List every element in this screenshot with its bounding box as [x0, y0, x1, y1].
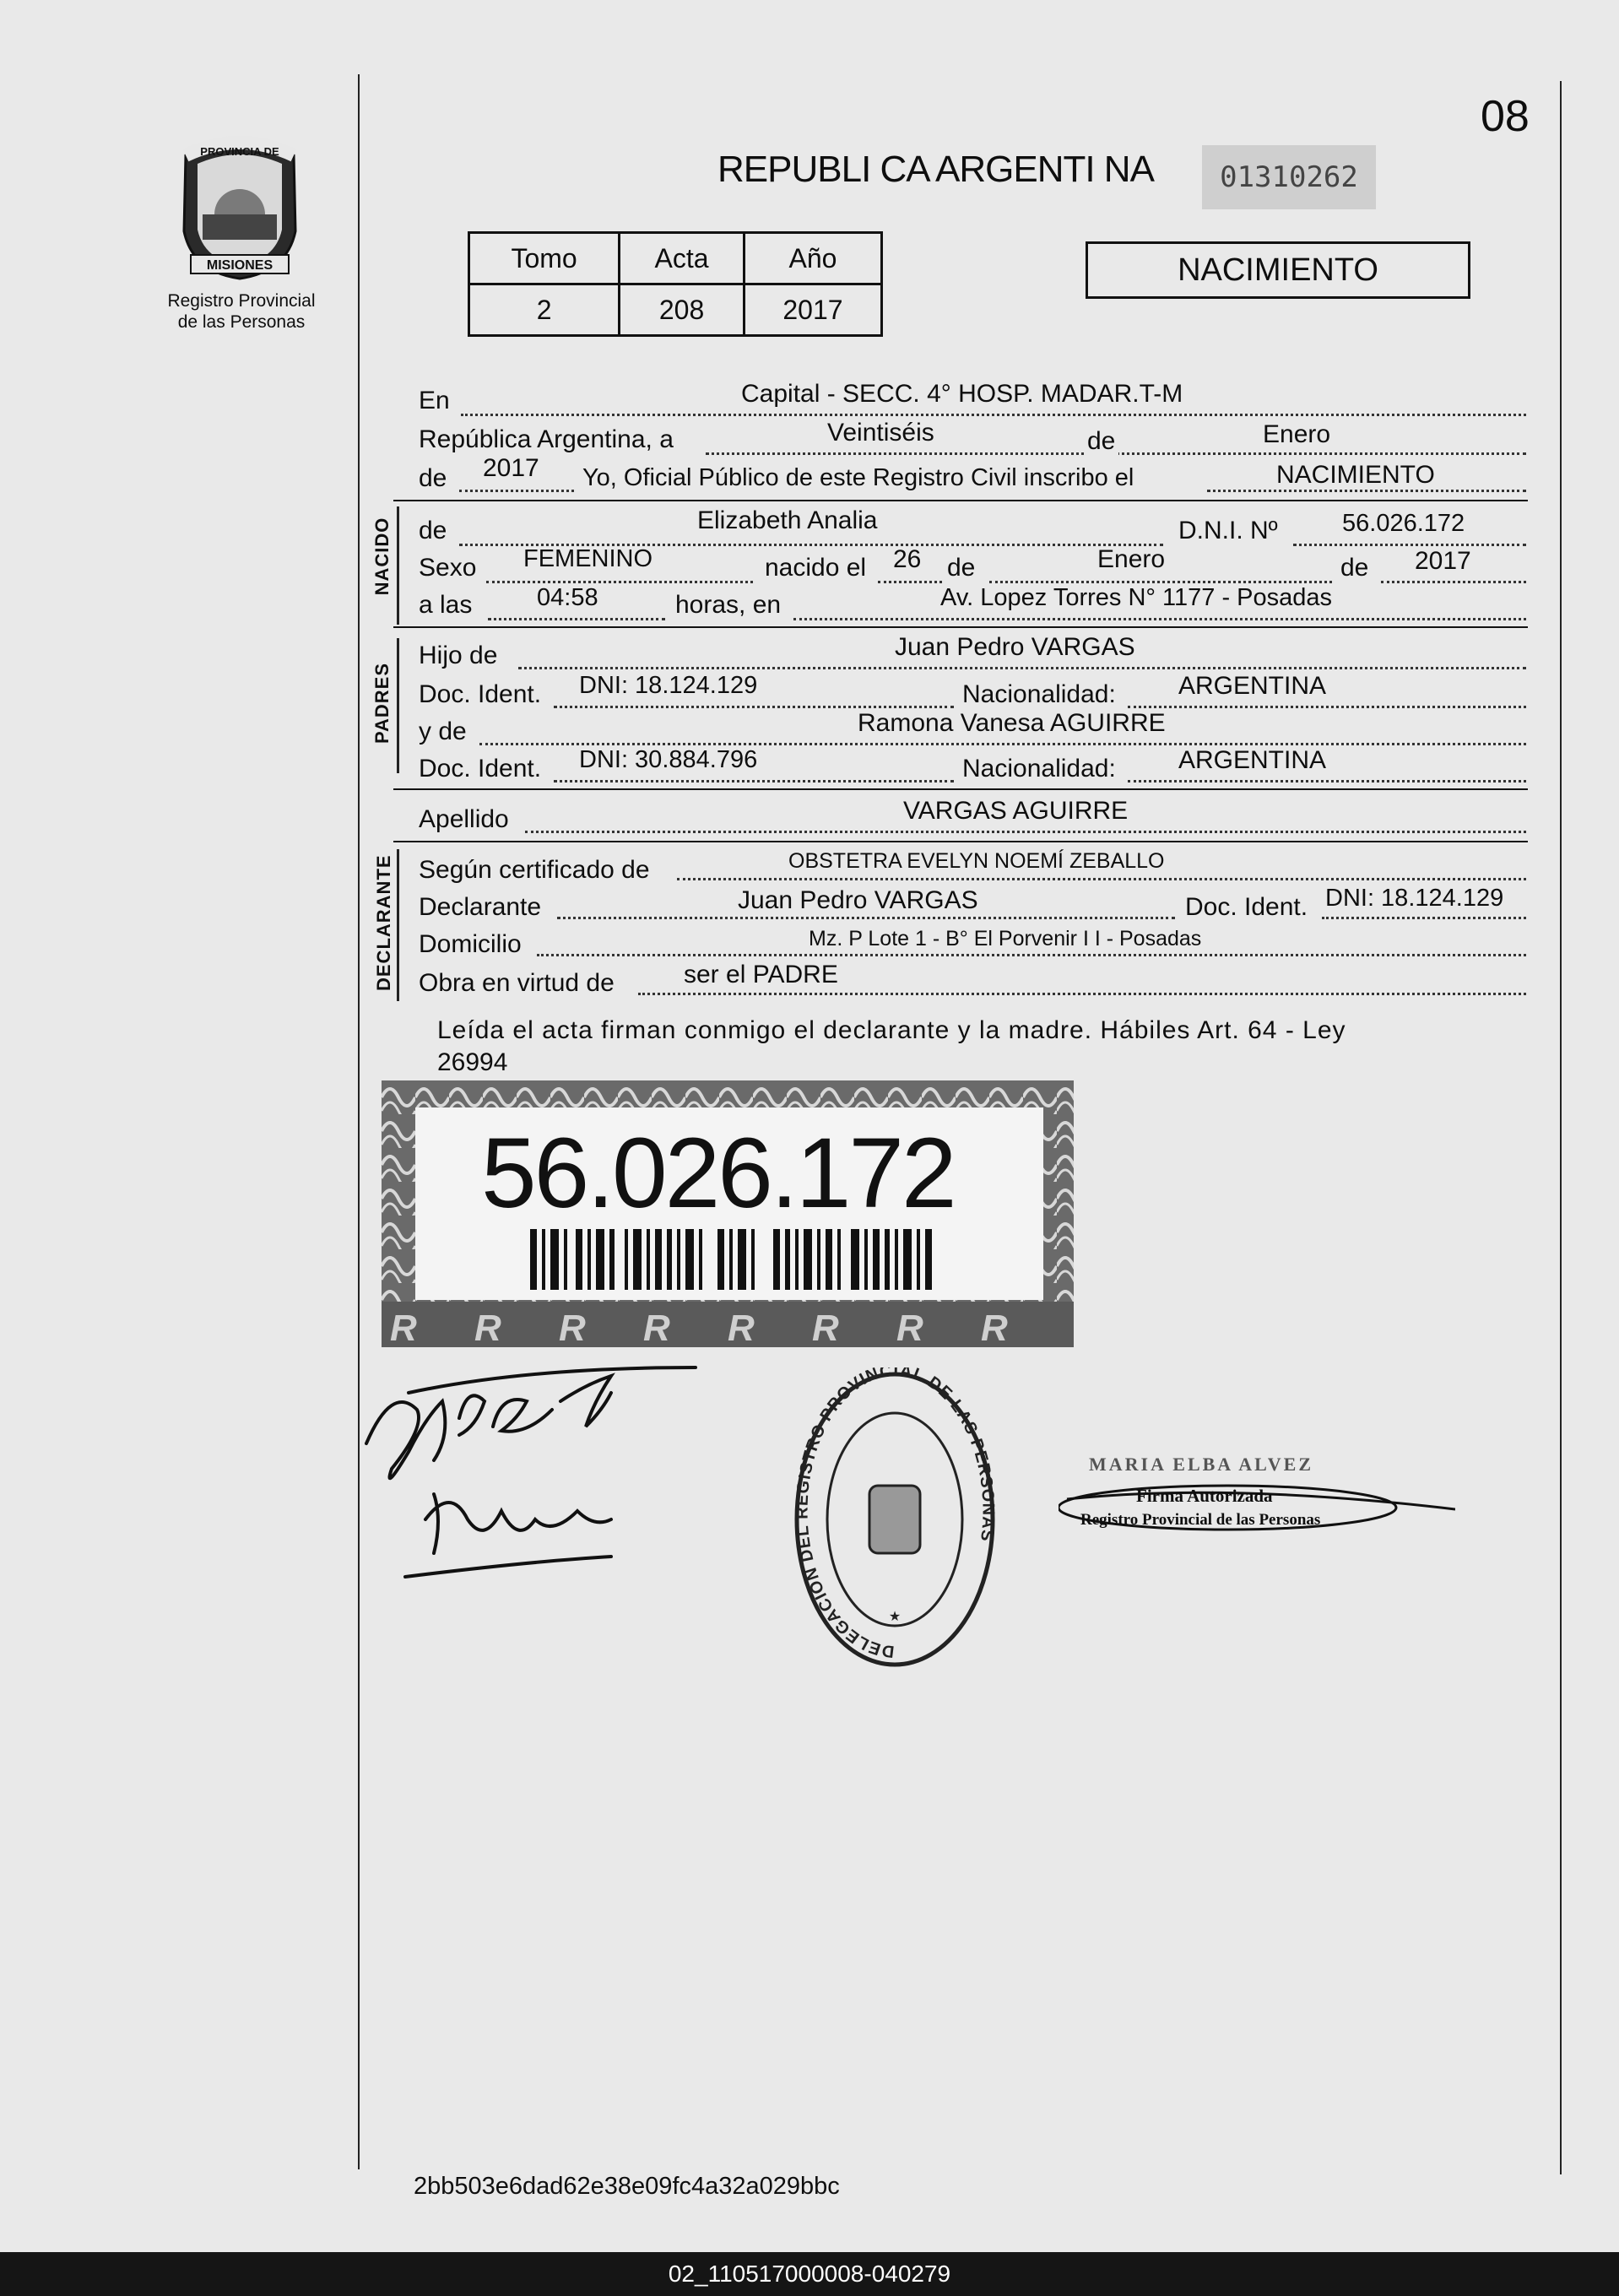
table-cell: 2: [469, 284, 620, 336]
mother-value: Ramona Vanesa AGUIRRE: [858, 709, 1166, 737]
birth-place-dots: [793, 618, 1526, 620]
obra-label: Obra en virtud de: [419, 969, 615, 997]
authorized-signer-line2: Registro Provincial de las Personas: [1080, 1511, 1321, 1529]
svg-text:R: R: [981, 1308, 1008, 1347]
certificado-value: OBSTETRA EVELYN NOEMÍ ZEBALLO: [788, 849, 1165, 873]
official-seal: [793, 1367, 996, 1671]
declarante-doc-dots: [1322, 917, 1526, 919]
en-dots: [461, 414, 1526, 416]
svg-text:PROVINCIA DE: PROVINCIA DE: [200, 145, 279, 158]
serial-number-badge: 01310262: [1202, 145, 1376, 209]
father-dots: [518, 667, 1526, 669]
y-de-label: y de: [419, 718, 467, 745]
section-divider: [393, 626, 1528, 628]
handwritten-signature-icon: [358, 1351, 704, 1578]
hijo-de-label: Hijo de: [419, 642, 498, 669]
year-value: 2017: [483, 454, 539, 482]
nacido-de-label: de: [419, 517, 447, 544]
declarante-section-label: DECLARANTE: [373, 854, 394, 991]
svg-text:R: R: [728, 1308, 755, 1347]
authorized-signer-line1: Firma Autorizada: [1136, 1486, 1273, 1506]
mother-dots: [479, 743, 1526, 745]
father-value: Juan Pedro VARGAS: [895, 633, 1135, 661]
nacido-year-value: 2017: [1415, 547, 1471, 575]
page-title: REPUBLI CA ARGENTI NA: [717, 149, 1154, 190]
padres-bracket: [397, 638, 399, 773]
mother-nac-dots: [1128, 780, 1526, 782]
emblem-icon: [169, 130, 311, 282]
table-cell: 208: [620, 284, 745, 336]
registry-caption-line1: Registro Provincial: [167, 291, 316, 311]
page-number: 08: [1481, 92, 1530, 141]
tomo-acta-anio-table: [468, 231, 883, 337]
authorized-signer-name: MARIA ELBA ALVEZ: [1089, 1454, 1314, 1475]
sticker-dni-number: 56.026.172: [481, 1118, 955, 1229]
mother-nac-label: Nacionalidad:: [962, 755, 1116, 782]
footer-code: 02_110517000008-040279: [668, 2261, 951, 2287]
padres-section-label: PADRES: [371, 662, 393, 745]
nacido-day-dots: [878, 581, 942, 583]
en-label: En: [419, 387, 450, 414]
father-doc-label: Doc. Ident.: [419, 680, 542, 708]
time-value: 04:58: [537, 584, 598, 611]
sexo-label: Sexo: [419, 554, 477, 582]
inscribo-value: NACIMIENTO: [1276, 461, 1435, 489]
domicilio-dots: [537, 954, 1526, 956]
document-hash: 2bb503e6dad62e38e09fc4a32a029bbc: [414, 2173, 840, 2200]
year-dots: [459, 490, 574, 492]
nacido-el-label: nacido el: [765, 554, 867, 582]
dni-label: D.N.I. Nº: [1178, 517, 1278, 544]
closing-text-line2: 26994: [437, 1048, 508, 1076]
barcode: [530, 1229, 935, 1290]
declarante-value: Juan Pedro VARGAS: [738, 886, 978, 914]
nacido-month-dots: [989, 581, 1332, 583]
mother-doc-value: DNI: 30.884.796: [579, 746, 758, 773]
svg-text:R: R: [812, 1308, 839, 1347]
table-cell: 2017: [744, 284, 881, 336]
obra-value: ser el PADRE: [684, 961, 838, 988]
father-nac-label: Nacionalidad:: [962, 680, 1116, 708]
birth-place-value: Av. Lopez Torres N° 1177 - Posadas: [940, 584, 1333, 611]
registry-caption-line2: de las Personas: [177, 312, 306, 332]
section-divider: [393, 841, 1528, 842]
day-value: Veintiséis: [827, 419, 934, 447]
footer-code-bar: [0, 2252, 1619, 2296]
place-value: Capital - SECC. 4° HOSP. MADAR.T-M: [741, 380, 1183, 408]
mother-doc-dots: [554, 780, 954, 782]
inscribo-dots: [1207, 490, 1526, 492]
table-row: [469, 284, 882, 336]
oficial-text: Yo, Oficial Público de este Registro Civil inscribo el: [582, 464, 1134, 491]
nacido-section-label: NACIDO: [371, 517, 393, 596]
nacido-bracket: [397, 506, 399, 625]
dni-value: 56.026.172: [1342, 510, 1465, 537]
a-las-label: a las: [419, 591, 473, 619]
closing-text-line1: Leída el acta firman conmigo el declarante y la madre. Hábiles Art. 64 - Ley: [437, 1016, 1346, 1044]
svg-text:R: R: [896, 1308, 923, 1347]
authorized-signature-stamp: [1059, 1449, 1455, 1541]
sexo-dots: [486, 581, 753, 583]
apellido-label: Apellido: [419, 805, 509, 833]
svg-text:DELEGACION DEL REGISTRO PROVIN: DELEGACION DEL REGISTRO PROVINCIAL DE LAS PERSONAS: [793, 1367, 996, 1661]
declarante-doc-label: Doc. Ident.: [1185, 893, 1308, 921]
father-nac-value: ARGENTINA: [1178, 672, 1327, 700]
seal-stamp-icon: [793, 1367, 996, 1671]
right-margin-line: [1560, 81, 1562, 2174]
mother-nac-value: ARGENTINA: [1178, 746, 1327, 774]
dni-sticker: [382, 1080, 1074, 1347]
declarante-bracket: [397, 849, 399, 1001]
barcode-icon: [530, 1229, 935, 1290]
domicilio-value: Mz. P Lote 1 - B° El Porvenir I I - Posadas: [809, 927, 1202, 950]
registry-caption: [142, 290, 341, 333]
svg-text:R: R: [474, 1308, 501, 1347]
svg-text:R: R: [643, 1308, 670, 1347]
father-nac-dots: [1128, 706, 1526, 708]
nacido-de3-label: de: [1340, 554, 1369, 582]
table-header-cell: Año: [744, 233, 881, 284]
month-value: Enero: [1263, 420, 1331, 448]
table-header-cell: Acta: [620, 233, 745, 284]
father-doc-value: DNI: 18.124.129: [579, 672, 758, 699]
apellido-dots: [525, 831, 1526, 833]
sexo-value: FEMENINO: [523, 545, 653, 572]
nacido-day-value: 26: [893, 545, 922, 573]
declarant-signature: [358, 1351, 704, 1578]
nacido-year-dots: [1381, 581, 1526, 583]
svg-text:MISIONES: MISIONES: [206, 258, 273, 273]
declarante-doc-value: DNI: 18.124.129: [1325, 885, 1504, 912]
document-type-box: NACIMIENTO: [1086, 241, 1470, 299]
de2-label: de: [419, 464, 447, 492]
domicilio-label: Domicilio: [419, 930, 522, 958]
certificado-dots: [677, 878, 1526, 880]
svg-text:R: R: [559, 1308, 586, 1347]
table-header-cell: Tomo: [469, 233, 620, 284]
obra-dots: [638, 993, 1526, 995]
horas-label: horas, en: [675, 591, 782, 619]
time-dots: [488, 618, 665, 620]
svg-text:★: ★: [888, 1610, 902, 1624]
republica-label: República Argentina, a: [419, 425, 674, 453]
nacido-de2-label: de: [947, 554, 976, 582]
declarante-dots: [557, 917, 1175, 919]
nacido-name-value: Elizabeth Analia: [697, 506, 878, 534]
section-divider: [393, 500, 1528, 501]
nacido-month-value: Enero: [1097, 545, 1166, 573]
certificado-label: Según certificado de: [419, 856, 650, 884]
mother-doc-label: Doc. Ident.: [419, 755, 542, 782]
declarante-label: Declarante: [419, 893, 542, 921]
section-divider: [393, 788, 1528, 790]
apellido-value: VARGAS AGUIRRE: [903, 797, 1129, 825]
father-doc-dots: [554, 706, 954, 708]
dni-dots: [1293, 544, 1526, 546]
left-margin-line: [358, 74, 360, 2169]
table-header-row: [469, 233, 882, 284]
province-emblem: [169, 130, 311, 282]
svg-text:R: R: [390, 1308, 417, 1347]
de-label: de: [1084, 427, 1118, 456]
